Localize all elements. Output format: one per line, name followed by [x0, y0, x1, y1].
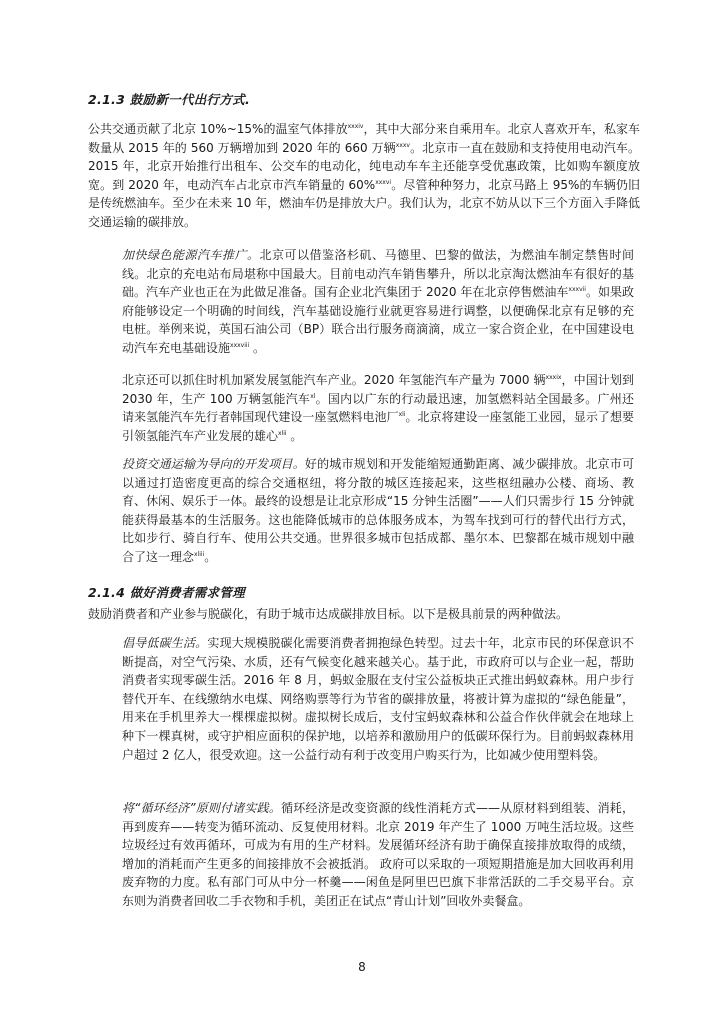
text-run: ，中国计划到 2030 年，生产 100 万辆氢能汽车 [122, 373, 634, 406]
intro-paragraph-2-1-4: 鼓励消费者和产业参与脱碳化，有助于城市达成碳排放目标。以下是极具前景的两种做法。 [88, 607, 569, 621]
item-lead: 加快绿色能源汽车推广。 [122, 248, 260, 262]
text-run: 。 [249, 340, 266, 355]
item-green-vehicles [122, 246, 634, 358]
item-lead: 倡导低碳生活。 [122, 636, 208, 650]
text-run: 。北京将建设一座氢能工业园，显示了想要引领氢能汽车产业发展的雄心 [122, 410, 634, 443]
text-run: ，其中大部分来自乘用车。北京人喜欢开车，私家车数量从 2015 年的 560 万辆增加到 2020 年的 660 万辆 [88, 122, 640, 155]
item-hydrogen-vehicles [122, 371, 634, 445]
footnote-ref: xxxiv [347, 123, 364, 130]
item-transit-oriented-development [122, 455, 634, 567]
section-heading-2-1-4: 2.1.4 做好消费者需求管理 [88, 585, 245, 600]
footnote-ref: xxxv [395, 141, 410, 149]
text-run: 。 [286, 428, 303, 443]
text-run: 北京可以借鉴洛杉矶、马德里、巴黎的做法，为燃油车制定禁售时间线。北京的充电站布局堪称中国最大。目前电动汽车销售攀升，所以北京淘汰燃油车有很好的基础。汽车产业也正在为此做足准备。国有企业北汽集团于 2020 年在北京停售燃油车 [122, 248, 634, 300]
footnote-ref: xxxviii [230, 341, 250, 349]
text-run: 。北京市一直在鼓励和支持使用电动汽车。2015 年，北京开始推行出租车、公交车的电动化，纯电动车车主还能享受优惠政策，比如购车额度放宽。到 2020 年，电动汽车占北京市汽车销量的 60% [88, 140, 640, 192]
text-run: 。尽管种种努力，北京马路上 95%的车辆仍旧是传统燃油车。至少在未来 10 年，燃油车仍是排放大户。我们认为，北京不妨从以下三个方面入手降低交通运输的碳排放。 [88, 177, 640, 229]
text-run: 公共交通贡献了北京 10%~15%的温室气体排放 [88, 122, 348, 136]
item-lead: 将“循环经济”原则付诸实践。 [122, 801, 282, 815]
section-heading-2-1-3: 2.1.3 鼓励新一代出行方式. [88, 92, 250, 107]
page-number: 8 [358, 960, 366, 974]
text-run: 好的城市规划和开发能缩短通勤距离、减少碳排放。北京市可以通过打造密度更高的综合交通枢纽，将分散的城区连接起来，这些枢纽融办公楼、商场、教育、休闲、娱乐于一体。最终的设想是让北京形成“15 分钟生活圈”——人们只需步行 15 分钟就能获得最基本的生活服务。这也能降低城市的总体服务成本，为驾车找到可行的替代出行方式，比如步行、骑自行车、使用公共交通。世界很多城市包括成都、墨尔本、巴黎都在城市规划中融合了这一理念 [122, 457, 634, 564]
footnote-ref: xxxix [545, 374, 562, 381]
item-circular-economy [122, 799, 634, 911]
text-run: 实现大规模脱碳化需要消费者拥抱绿色转型。过去十年，北京市民的环保意识不断提高，对空气污染、水质，还有气候变化越来越关心。基于此，市政府可以与企业一起，帮助消费者实现零碳生活。2016 年 8 月，蚂蚁金服在支付宝公益板块正式推出蚂蚁森林。用户步行替代开车、在线缴纳水电煤、网络购票等行为节省的碳排放量，将被计算为虚拟的“绿色能量”，用来在手机里养大一棵棵虚拟树。虚拟树长成后，支付宝蚂蚁森林和公益合作伙伴就会在地球上种下一棵真树，或守护相应面积的保护地，以培养和激励用户的低碳环保行为。目前蚂蚁森林用户超过 2 亿人，很受欢迎。这一公益行动有利于改变用户购买行为，比如减少使用塑料袋。 [122, 636, 634, 762]
footnote-ref: xxxvi [375, 178, 392, 186]
footnote-ref: xli [398, 411, 406, 419]
footnote-ref: xl [310, 392, 316, 400]
text-run: 北京还可以抓住时机加紧发展氢能汽车产业。2020 年氢能汽车产量为 7000 辆 [122, 373, 546, 387]
text-run: 。如果政府能够设定一个明确的时间线，汽车基础设施行业就更容易进行调整，以便确保北京有足够的充电桩。举例来说，英国石油公司（BP）联合出行服务商滴滴，成立一家合资企业，在中国建设电动汽车充电基础设施 [122, 285, 634, 355]
item-low-carbon-living [122, 634, 634, 764]
text-run: 。 [204, 549, 217, 564]
text-run: 循环经济是改变资源的线性消耗方式——从原材料到组装、消耗，再到废弃——转变为循环流动、反复使用材料。北京 2019 年产生了 1000 万吨生活垃圾。这些垃圾经过有效再循环，可成为有用的生产材料。发展循环经济有助于确保直接排放取得的成绩，增加的消耗而产生更多的间接排放不会被抵消。 政府可以采取的一项短期措施是加大回收再利用废弃物的力度。私有部门可从中分一杯羹——闲鱼是阿里巴巴旗下非常活跃的二手交易平台。京东则为消费者回收二手衣物和手机，美团正在试点“青山计划”回收外卖餐盒。 [122, 801, 634, 908]
footnote-ref: xlii [278, 429, 287, 437]
footnote-ref: xliii [194, 550, 205, 558]
text-run: 。国内以广东的行动最迅速，加氢燃料站全国最多。广州还请来氢能汽车先行者韩国现代建设一座氢燃料电池厂 [122, 391, 634, 425]
footnote-ref: xxxvii [568, 286, 586, 294]
intro-paragraph-2-1-3 [88, 120, 640, 232]
item-lead: 投资交通运输为导向的开发项目。 [122, 457, 305, 471]
